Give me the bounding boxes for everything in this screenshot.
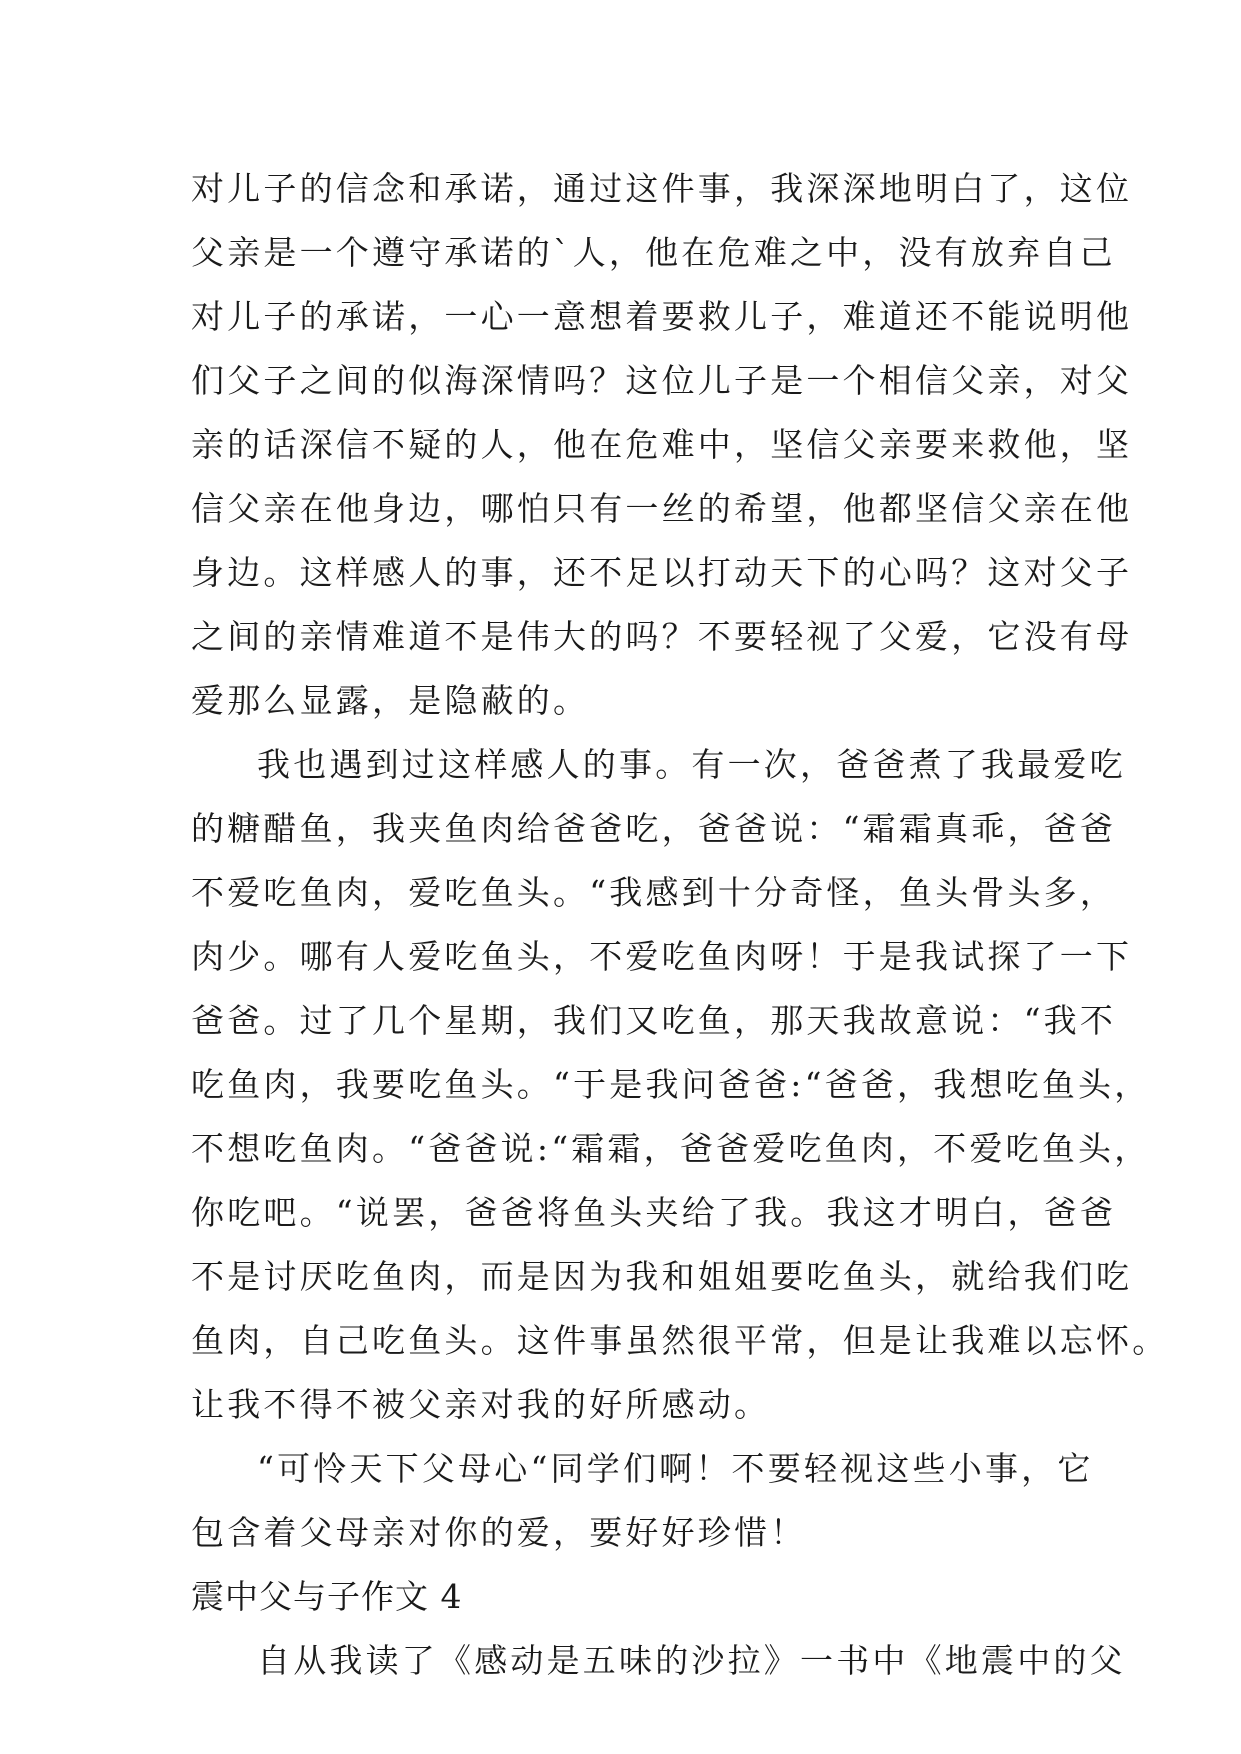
text-line: 吃鱼肉，我要吃鱼头。“于是我问爸爸:“爸爸，我想吃鱼头， xyxy=(191,1065,1151,1104)
text-line: 不是讨厌吃鱼肉，而是因为我和姐姐要吃鱼头，就给我们吃 xyxy=(191,1257,1133,1296)
text-line: 对儿子的承诺，一心一意想着要救儿子，难道还不能说明他 xyxy=(191,297,1133,336)
section-heading: 震中父与子作文 4 xyxy=(191,1577,463,1616)
text-line: 们父子之间的似海深情吗？这位儿子是一个相信父亲，对父 xyxy=(191,361,1133,400)
text-line: 爱那么显露，是隐蔽的。 xyxy=(191,681,590,720)
paragraph-first-line: 我也遇到过这样感人的事。有一次，爸爸煮了我最爱吃 xyxy=(257,745,1126,784)
text-line: 肉少。哪有人爱吃鱼头，不爱吃鱼肉呀！于是我试探了一下 xyxy=(191,937,1133,976)
text-line: 鱼肉，自己吃鱼头。这件事虽然很平常，但是让我难以忘怀。 xyxy=(191,1321,1169,1360)
paragraph-first-line: “可怜天下父母心“同学们啊！不要轻视这些小事，它 xyxy=(257,1449,1094,1488)
text-line: 对儿子的信念和承诺，通过这件事，我深深地明白了，这位 xyxy=(191,169,1133,208)
text-line: 亲的话深信不疑的人，他在危难中，坚信父亲要来救他，坚 xyxy=(191,425,1133,464)
text-line: 让我不得不被父亲对我的好所感动。 xyxy=(191,1385,771,1424)
text-line: 不想吃鱼肉。“爸爸说:“霜霜，爸爸爱吃鱼肉，不爱吃鱼头， xyxy=(191,1129,1151,1168)
text-line: 包含着父母亲对你的爱，要好好珍惜！ xyxy=(191,1513,807,1552)
text-line: 信父亲在他身边，哪怕只有一丝的希望，他都坚信父亲在他 xyxy=(191,489,1133,528)
text-line: 父亲是一个遵守承诺的`人，他在危难之中，没有放弃自己 xyxy=(191,233,1116,272)
text-line: 你吃吧。“说罢，爸爸将鱼头夹给了我。我这才明白，爸爸 xyxy=(191,1193,1117,1232)
text-line: 爸爸。过了几个星期，我们又吃鱼，那天我故意说：“我不 xyxy=(191,1001,1117,1040)
essay-body xyxy=(191,157,1169,1693)
text-line: 不爱吃鱼肉，爱吃鱼头。“我感到十分奇怪，鱼头骨头多， xyxy=(191,873,1117,912)
text-line: 身边。这样感人的事，还不足以打动天下的心吗？这对父子 xyxy=(191,553,1133,592)
text-line: 之间的亲情难道不是伟大的吗？不要轻视了父爱，它没有母 xyxy=(191,617,1133,656)
text-line: 的糖醋鱼，我夹鱼肉给爸爸吃，爸爸说：“霜霜真乖，爸爸 xyxy=(191,809,1117,848)
paragraph-first-line: 自从我读了《感动是五味的沙拉》一书中《地震中的父 xyxy=(257,1641,1126,1680)
